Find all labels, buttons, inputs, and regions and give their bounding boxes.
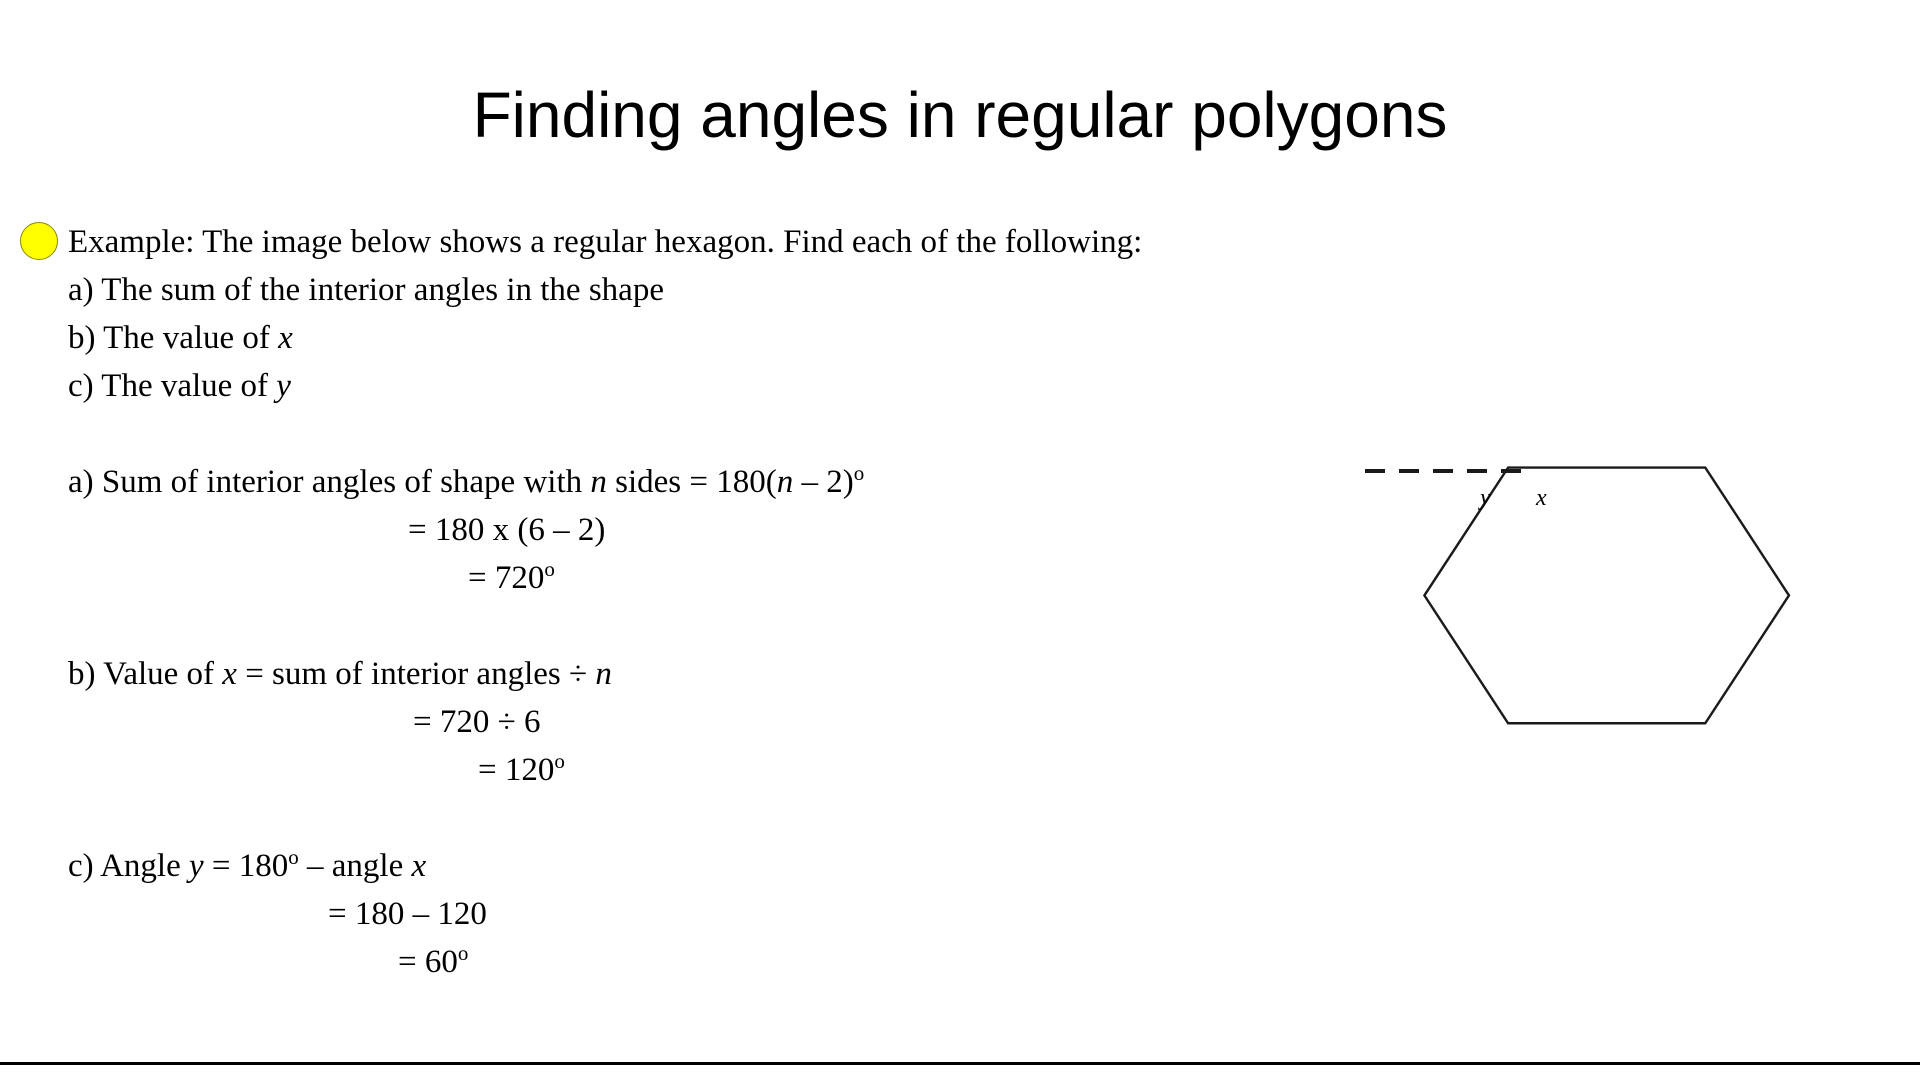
yellow-circle-bullet-icon xyxy=(20,222,58,260)
line-solution-a2: = 180 x (6 – 2) xyxy=(408,512,606,548)
line-task-a: a) The sum of the interior angles in the shape xyxy=(68,272,664,308)
line-intro: Example: The image below shows a regular hexagon. Find each of the following: xyxy=(68,224,1143,260)
angle-label-y: y xyxy=(1480,485,1491,511)
task-b-variable: x xyxy=(278,320,293,356)
line-solution-b1: b) Value of x = sum of interior angles ÷ n xyxy=(68,656,612,692)
page-title: Finding angles in regular polygons xyxy=(472,79,1448,151)
task-c-text: c) The value of xyxy=(68,368,277,404)
line-solution-b2: = 720 ÷ 6 xyxy=(413,704,541,740)
line-solution-b3: = $120^o$ xyxy=(478,749,565,788)
line-solution-c3: = $60^o$ xyxy=(398,941,469,980)
line-solution-c2: = 180 – 120 xyxy=(328,896,487,932)
bottom-divider xyxy=(0,1062,1920,1065)
spacer-2 xyxy=(68,602,1308,650)
line-task-b xyxy=(68,314,1308,362)
task-c-variable: y xyxy=(276,368,291,404)
line-task-c xyxy=(68,362,1308,410)
spacer-3 xyxy=(68,794,1308,842)
angle-label-x: x xyxy=(1536,485,1547,511)
line-solution-c1: c) Angle $y = 180^o$ – angle x xyxy=(68,845,427,884)
line-solution-a1: a) Sum of interior angles of shape with n sides = 180(n – 2)$^o$ xyxy=(68,461,865,500)
line-solution-a3: = $720^o$ xyxy=(468,557,555,596)
hexagon-diagram xyxy=(1355,445,1825,815)
spacer-1 xyxy=(68,410,1308,458)
slide-body xyxy=(68,218,1308,986)
task-b-text: b) The value of xyxy=(68,320,279,356)
